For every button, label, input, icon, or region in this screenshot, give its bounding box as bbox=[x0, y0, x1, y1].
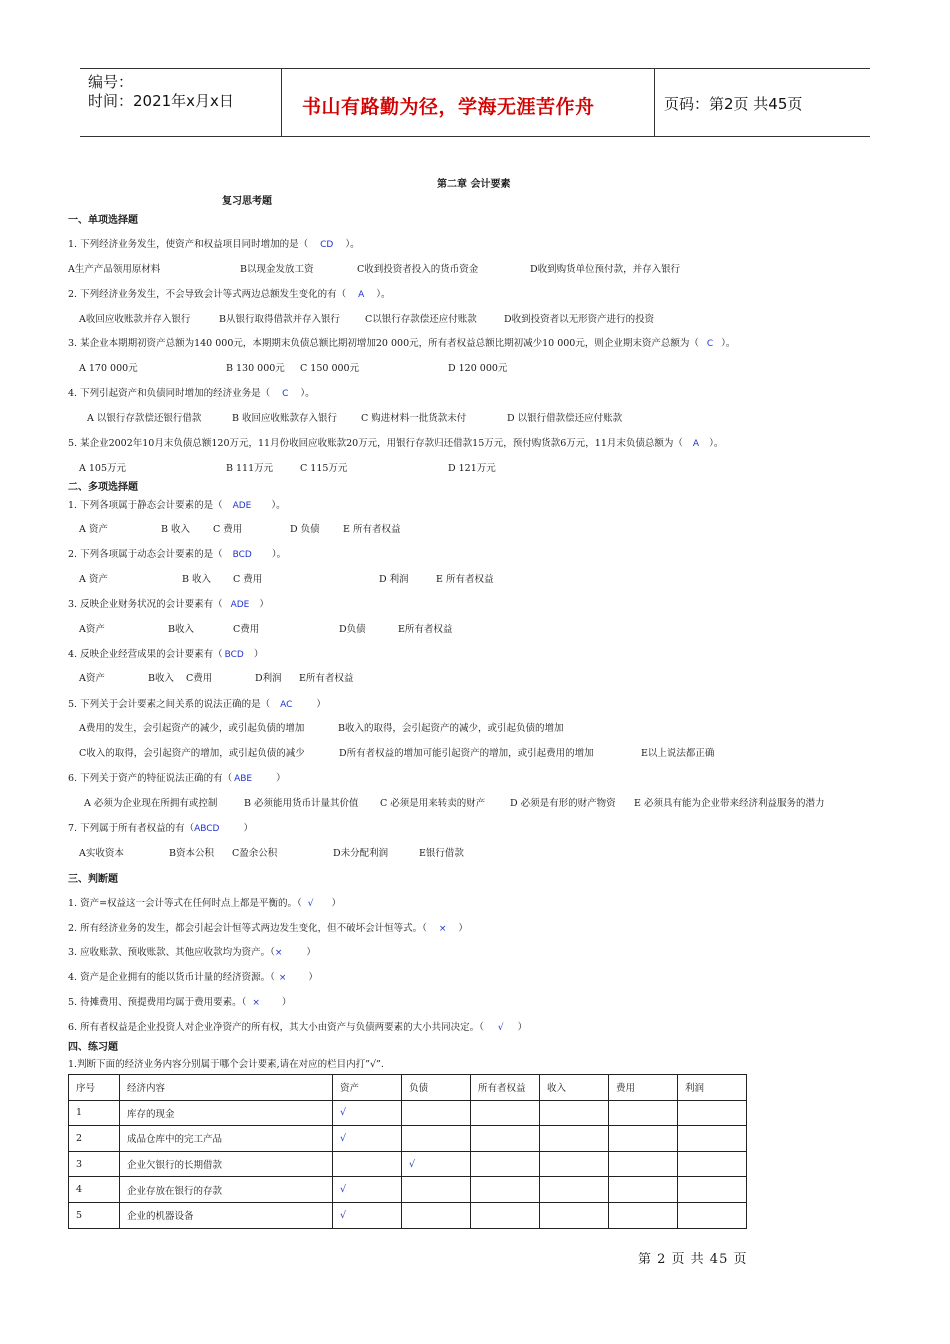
option: C收到投资者投入的货币资金 bbox=[357, 264, 479, 275]
option: B以现金发放工资 bbox=[240, 264, 314, 275]
table-cell bbox=[540, 1151, 609, 1177]
option: A生产产品领用原材料 bbox=[68, 264, 161, 275]
question-text: 2. 下列经济业务发生，不会导致会计等式两边总额发生变化的有（ bbox=[68, 289, 347, 300]
header-motto: 书山有路勤为径，学海无涯苦作舟 bbox=[302, 96, 595, 118]
option: D所有者权益的增加可能引起资产的增加，或引起费用的增加 bbox=[339, 748, 594, 759]
question-tf-2 bbox=[68, 920, 468, 934]
table-cell bbox=[678, 1126, 747, 1152]
option: E 必须具有能为企业带来经济利益服务的潜力 bbox=[634, 798, 825, 809]
question-text: 7. 下列属于所有者权益的有（ bbox=[68, 823, 195, 834]
table-cell: 成品仓库中的完工产品 bbox=[120, 1126, 333, 1152]
option: C以银行存款偿还应付账款 bbox=[365, 314, 477, 325]
table-cell bbox=[609, 1100, 678, 1126]
table-cell bbox=[678, 1100, 747, 1126]
table-cell: 企业存放在银行的存款 bbox=[120, 1177, 333, 1203]
option: A收回应收账款并存入银行 bbox=[79, 314, 191, 325]
question-close: ） bbox=[276, 773, 286, 784]
question-close: ） bbox=[253, 649, 264, 660]
table-cell bbox=[678, 1177, 747, 1203]
option: D 以银行借款偿还应付账款 bbox=[507, 413, 623, 424]
option: B 收入 bbox=[161, 524, 191, 535]
table-cell: 企业的机器设备 bbox=[120, 1202, 333, 1228]
doc-date-label: 时间：2021年x月x日 bbox=[88, 92, 234, 110]
question-close: ）。 bbox=[376, 289, 391, 300]
option: A 170 000元 bbox=[79, 363, 138, 374]
table-header-row bbox=[69, 1075, 747, 1101]
question-close: ）。 bbox=[300, 388, 315, 399]
question-close: ） bbox=[259, 599, 269, 610]
table-header-cell: 负债 bbox=[402, 1075, 471, 1101]
option: D 必须是有形的财产物资 bbox=[510, 798, 616, 809]
question-sc-4 bbox=[68, 385, 315, 399]
option: C 费用 bbox=[213, 524, 243, 535]
table-row bbox=[69, 1100, 747, 1126]
table-cell bbox=[540, 1126, 609, 1152]
header-divider-right bbox=[654, 68, 655, 136]
option: C 必须是用来转卖的财产 bbox=[380, 798, 486, 809]
option: C盈余公积 bbox=[232, 848, 278, 859]
answer-mark: CD bbox=[320, 240, 334, 250]
answer-mark: √ bbox=[497, 1023, 504, 1033]
table-cell bbox=[402, 1100, 471, 1126]
question-text: 3. 应收账款、预收账款、其他应收款均为资产。（ bbox=[68, 947, 275, 958]
question-text: 4. 反映企业经营成果的会计要素有（ bbox=[68, 649, 223, 660]
table-cell: √ bbox=[402, 1151, 471, 1177]
question-text: 6. 所有者权益是企业投资人对企业净资产的所有权，其大小由资产与负债两要素的大小共同决定。（ bbox=[68, 1022, 484, 1033]
answer-mark: A bbox=[692, 439, 700, 449]
question-mc-1 bbox=[68, 497, 286, 511]
option: D 利润 bbox=[379, 574, 409, 585]
table-cell bbox=[402, 1177, 471, 1203]
question-sc-1 bbox=[68, 236, 360, 250]
option: D收到投资者以无形资产进行的投资 bbox=[504, 314, 655, 325]
question-close: ）。 bbox=[709, 438, 724, 449]
answer-mark: AC bbox=[280, 700, 293, 710]
option: B收入的取得，会引起资产的减少，或引起负债的增加 bbox=[338, 723, 564, 734]
answer-mark: × bbox=[252, 998, 260, 1008]
answer-mark: × bbox=[438, 924, 447, 934]
option: D 121万元 bbox=[448, 463, 496, 474]
table-cell: 2 bbox=[69, 1126, 120, 1152]
table-header-cell: 资产 bbox=[333, 1075, 402, 1101]
question-close: ） bbox=[517, 1022, 528, 1033]
question-mc-5 bbox=[68, 696, 326, 710]
answer-mark: ABCD bbox=[194, 824, 220, 834]
table-cell bbox=[678, 1202, 747, 1228]
question-tf-5 bbox=[68, 994, 291, 1008]
question-mc-6 bbox=[68, 770, 286, 784]
table-cell: 5 bbox=[69, 1202, 120, 1228]
table-cell bbox=[609, 1177, 678, 1203]
section-exercise: 四、练习题 bbox=[68, 1042, 118, 1053]
question-text: 5. 某企业2002年10月末负债总额120万元，11月份收回应收账款20万元，用银行存款归还借款15万元，预付购货款6万元，11月末负债总额为（ bbox=[68, 438, 683, 449]
chapter-title: 第二章 会计要素 bbox=[437, 179, 511, 190]
table-row bbox=[69, 1202, 747, 1228]
question-tf-4 bbox=[68, 969, 318, 983]
doc-number-label: 编号： bbox=[88, 73, 134, 91]
question-sc-2 bbox=[68, 286, 391, 300]
question-tf-6 bbox=[68, 1019, 527, 1033]
question-sc-3 bbox=[68, 335, 735, 349]
option: B 130 000元 bbox=[226, 363, 285, 374]
question-close: ） bbox=[281, 997, 292, 1008]
option: D 负债 bbox=[290, 524, 320, 535]
question-text: 4. 资产是企业拥有的能以货币计量的经济资源。（ bbox=[68, 972, 275, 983]
table-cell: √ bbox=[333, 1177, 402, 1203]
answer-mark: × bbox=[278, 973, 287, 983]
table-cell bbox=[333, 1151, 402, 1177]
option: A实收资本 bbox=[79, 848, 124, 859]
option: D利润 bbox=[255, 673, 282, 684]
answer-mark: √ bbox=[307, 899, 314, 909]
answer-mark: × bbox=[274, 948, 283, 958]
question-tf-3 bbox=[68, 944, 316, 958]
table-cell: √ bbox=[333, 1100, 402, 1126]
question-close: ）。 bbox=[345, 239, 360, 250]
table-cell bbox=[402, 1126, 471, 1152]
table-cell bbox=[471, 1100, 540, 1126]
option: E以上说法都正确 bbox=[641, 748, 715, 759]
question-close: ）。 bbox=[721, 338, 736, 349]
table-cell: √ bbox=[333, 1202, 402, 1228]
question-close: ） bbox=[458, 923, 468, 934]
header-bottom-rule bbox=[80, 136, 870, 137]
question-text: 2. 下列各项属于动态会计要素的是（ bbox=[68, 549, 223, 560]
option: D未分配利润 bbox=[333, 848, 389, 859]
question-text: 3. 某企业本期期初资产总额为140 000元，本期期末负债总额比期初增加20 000元，所有者权益总额比期初减少10 000元，则企业期末资产总额为（ bbox=[68, 338, 699, 349]
table-header-cell: 所有者权益 bbox=[471, 1075, 540, 1101]
answer-mark: BCD bbox=[224, 650, 244, 660]
option: B从银行取得借款并存入银行 bbox=[219, 314, 340, 325]
question-close: ）。 bbox=[271, 549, 287, 560]
question-mc-7 bbox=[68, 820, 253, 834]
table-row bbox=[69, 1177, 747, 1203]
question-mc-3 bbox=[68, 596, 269, 610]
table-cell bbox=[540, 1202, 609, 1228]
table-cell bbox=[471, 1202, 540, 1228]
option: E所有者权益 bbox=[299, 673, 354, 684]
review-title: 复习思考题 bbox=[222, 196, 272, 207]
answer-mark: C bbox=[706, 339, 714, 349]
header-divider-left bbox=[281, 68, 282, 136]
question-sc-5 bbox=[68, 435, 723, 449]
page-footer: 第 2 页 共 45 页 bbox=[638, 1252, 748, 1267]
section-multi-choice: 二、多项选择题 bbox=[68, 482, 138, 493]
option: A 必须为企业现在所拥有或控制 bbox=[84, 798, 218, 809]
question-close: ） bbox=[243, 823, 253, 834]
header-page-label: 页码：第2页 共45页 bbox=[664, 95, 803, 113]
table-cell bbox=[540, 1100, 609, 1126]
question-close: ） bbox=[331, 898, 342, 909]
answer-mark: BCD bbox=[232, 550, 252, 560]
option: C收入的取得，会引起资产的增加，或引起负债的减少 bbox=[79, 748, 305, 759]
option: A 资产 bbox=[79, 524, 108, 535]
option: B资本公积 bbox=[169, 848, 214, 859]
option: D负债 bbox=[339, 624, 366, 635]
header-top-rule bbox=[80, 68, 870, 69]
table-cell: √ bbox=[333, 1126, 402, 1152]
option: D收到购货单位预付款，并存入银行 bbox=[530, 264, 681, 275]
table-cell bbox=[609, 1151, 678, 1177]
option: A费用的发生，会引起资产的减少，或引起负债的增加 bbox=[79, 723, 305, 734]
table-cell bbox=[609, 1202, 678, 1228]
table-row bbox=[69, 1126, 747, 1152]
option: E 所有者权益 bbox=[343, 524, 401, 535]
answer-mark: ABE bbox=[234, 774, 253, 784]
option: A 资产 bbox=[79, 574, 108, 585]
question-mc-2 bbox=[68, 546, 286, 560]
question-close: ）。 bbox=[271, 500, 286, 511]
question-text: 5. 下列关于会计要素之间关系的说法正确的是（ bbox=[68, 699, 271, 710]
table-header-cell: 序号 bbox=[69, 1075, 120, 1101]
question-close: ） bbox=[316, 699, 326, 710]
table-cell bbox=[471, 1126, 540, 1152]
option: A资产 bbox=[79, 673, 105, 684]
table-cell bbox=[471, 1177, 540, 1203]
option: B 收入 bbox=[182, 574, 212, 585]
question-text: 5. 待摊费用、预提费用均属于费用要素。（ bbox=[68, 997, 247, 1008]
option: B 收回应收账款存入银行 bbox=[232, 413, 338, 424]
option: C 115万元 bbox=[300, 463, 348, 474]
table-header-cell: 经济内容 bbox=[120, 1075, 333, 1101]
table-cell bbox=[402, 1202, 471, 1228]
option: A 105万元 bbox=[79, 463, 127, 474]
table-header-cell: 收入 bbox=[540, 1075, 609, 1101]
option: D 120 000元 bbox=[448, 363, 508, 374]
option: C 150 000元 bbox=[300, 363, 360, 374]
question-tf-1 bbox=[68, 895, 341, 909]
section-true-false: 三、判断题 bbox=[68, 874, 118, 885]
question-close: ） bbox=[306, 947, 316, 958]
answer-mark: C bbox=[282, 389, 289, 399]
table-header-cell: 费用 bbox=[609, 1075, 678, 1101]
option: B 必须能用货币计量其价值 bbox=[244, 798, 359, 809]
question-text: 2. 所有经济业务的发生，都会引起会计恒等式两边发生变化，但不破坏会计恒等式。（ bbox=[68, 923, 427, 934]
option: E银行借款 bbox=[419, 848, 464, 859]
option: C 费用 bbox=[233, 574, 263, 585]
question-close: ） bbox=[308, 972, 318, 983]
table-cell: 4 bbox=[69, 1177, 120, 1203]
option: C 购进材料一批货款未付 bbox=[361, 413, 467, 424]
question-text: 3. 反映企业财务状况的会计要素有（ bbox=[68, 599, 223, 610]
answer-mark: A bbox=[358, 290, 365, 300]
question-text: 1. 下列各项属于静态会计要素的是（ bbox=[68, 500, 223, 511]
option: B收入 bbox=[148, 673, 174, 684]
option: E 所有者权益 bbox=[436, 574, 494, 585]
answer-mark: ADE bbox=[230, 600, 250, 610]
table-cell bbox=[678, 1151, 747, 1177]
exercise-table bbox=[68, 1074, 747, 1229]
table-cell: 企业欠银行的长期借款 bbox=[120, 1151, 333, 1177]
answer-mark: ADE bbox=[232, 501, 252, 511]
table-cell: 1 bbox=[69, 1100, 120, 1126]
question-text: 6. 下列关于资产的特征说法正确的有（ bbox=[68, 773, 233, 784]
option: E所有者权益 bbox=[398, 624, 453, 635]
option: C费用 bbox=[233, 624, 260, 635]
option: A资产 bbox=[79, 624, 105, 635]
table-cell bbox=[471, 1151, 540, 1177]
table-cell: 3 bbox=[69, 1151, 120, 1177]
table-row bbox=[69, 1151, 747, 1177]
table-cell bbox=[540, 1177, 609, 1203]
option: B 111万元 bbox=[226, 463, 274, 474]
question-text: 1. 下列经济业务发生，使资产和权益项目同时增加的是（ bbox=[68, 239, 309, 250]
question-text: 1. 资产=权益这一会计等式在任何时点上都是平衡的。（ bbox=[68, 898, 302, 909]
option: C费用 bbox=[186, 673, 213, 684]
table-header-cell: 利润 bbox=[678, 1075, 747, 1101]
option: B收入 bbox=[168, 624, 194, 635]
table-cell: 库存的现金 bbox=[120, 1100, 333, 1126]
table-cell bbox=[609, 1126, 678, 1152]
exercise-instruction: 1.判断下面的经济业务内容分别属于哪个会计要素,请在对应的栏目内打”√”. bbox=[68, 1059, 384, 1070]
question-mc-4 bbox=[68, 646, 263, 660]
question-text: 4. 下列引起资产和负债同时增加的经济业务是（ bbox=[68, 388, 271, 399]
option: A 以银行存款偿还银行借款 bbox=[87, 413, 202, 424]
section-single-choice: 一、单项选择题 bbox=[68, 215, 138, 226]
